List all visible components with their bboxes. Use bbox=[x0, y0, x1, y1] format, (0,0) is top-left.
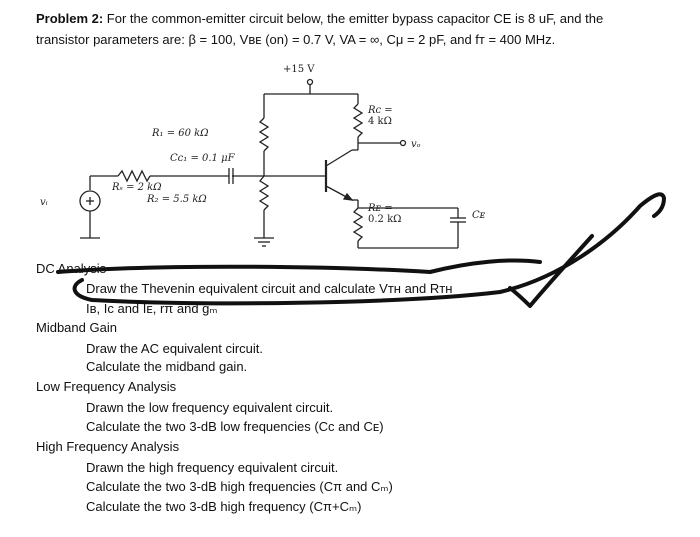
section-high-heading: High Frequency Analysis bbox=[36, 439, 180, 454]
rs-label: Rₛ = 2 kΩ bbox=[112, 182, 162, 193]
section-low-heading: Low Frequency Analysis bbox=[36, 379, 177, 394]
re-label-a: Rᴇ = bbox=[368, 203, 393, 214]
vo-label: vₒ bbox=[411, 139, 421, 150]
rs-resistor bbox=[118, 171, 150, 181]
vi-label: vᵢ bbox=[40, 197, 48, 208]
high-item-circuit: Drawn the high frequency equivalent circuit. bbox=[86, 460, 339, 475]
mid-item-ac: Draw the AC equivalent circuit. bbox=[86, 341, 264, 356]
re-resistor bbox=[354, 208, 362, 241]
re-label-b: 0.2 kΩ bbox=[368, 214, 402, 225]
problem-line-2: transistor parameters are: β = 100, Vʙᴇ (on) = 0.7 V, VA = ∞, Cμ = 2 pF, and fᴛ = 400 MHz. bbox=[36, 32, 556, 47]
cc1-label: Cᴄ₁ = 0.1 μF bbox=[170, 153, 235, 164]
ink-underline-stroke bbox=[58, 260, 540, 272]
problem-text-1: For the common-emitter circuit below, the emitter bypass capacitor CE is 8 uF, and the bbox=[103, 11, 604, 26]
high-item-freqs: Calculate the two 3-dB high frequencies (Cπ and Cₘ) bbox=[86, 479, 393, 494]
rc-label-a: Rᴄ = bbox=[368, 105, 393, 116]
problem-label: Problem 2: bbox=[36, 11, 104, 26]
ink-check-stroke bbox=[510, 236, 592, 306]
section-dc-heading: DC Analysis bbox=[36, 261, 107, 276]
high-item-freq-sum: Calculate the two 3-dB high frequency (Cπ+Cₘ) bbox=[86, 499, 362, 514]
vo-terminal bbox=[401, 141, 406, 146]
vcc-label: +15 V bbox=[283, 64, 315, 75]
section-mid-heading: Midband Gain bbox=[36, 320, 117, 335]
rc-label-b: 4 kΩ bbox=[368, 116, 392, 127]
rc-resistor bbox=[354, 104, 362, 137]
vcc-terminal bbox=[308, 80, 313, 85]
low-item-freqs: Calculate the two 3-dB low frequencies (Cc and Cᴇ) bbox=[86, 419, 384, 434]
r2-resistor bbox=[260, 176, 268, 210]
transistor-collector bbox=[326, 150, 352, 166]
ce-label: Cᴇ bbox=[472, 210, 486, 221]
r2-label: R₂ = 5.5 kΩ bbox=[147, 194, 207, 205]
low-item-circuit: Drawn the low frequency equivalent circuit. bbox=[86, 400, 334, 415]
dc-item-thevenin: Draw the Thevenin equivalent circuit and calculate Vᴛʜ and Rᴛʜ bbox=[86, 281, 453, 296]
mid-item-gain: Calculate the midband gain. bbox=[86, 359, 248, 374]
r1-resistor bbox=[260, 118, 268, 151]
r1-label: R₁ = 60 kΩ bbox=[152, 128, 209, 139]
dc-item-currents: Iʙ, Ic and Iᴇ, rπ and gₘ bbox=[86, 301, 218, 316]
